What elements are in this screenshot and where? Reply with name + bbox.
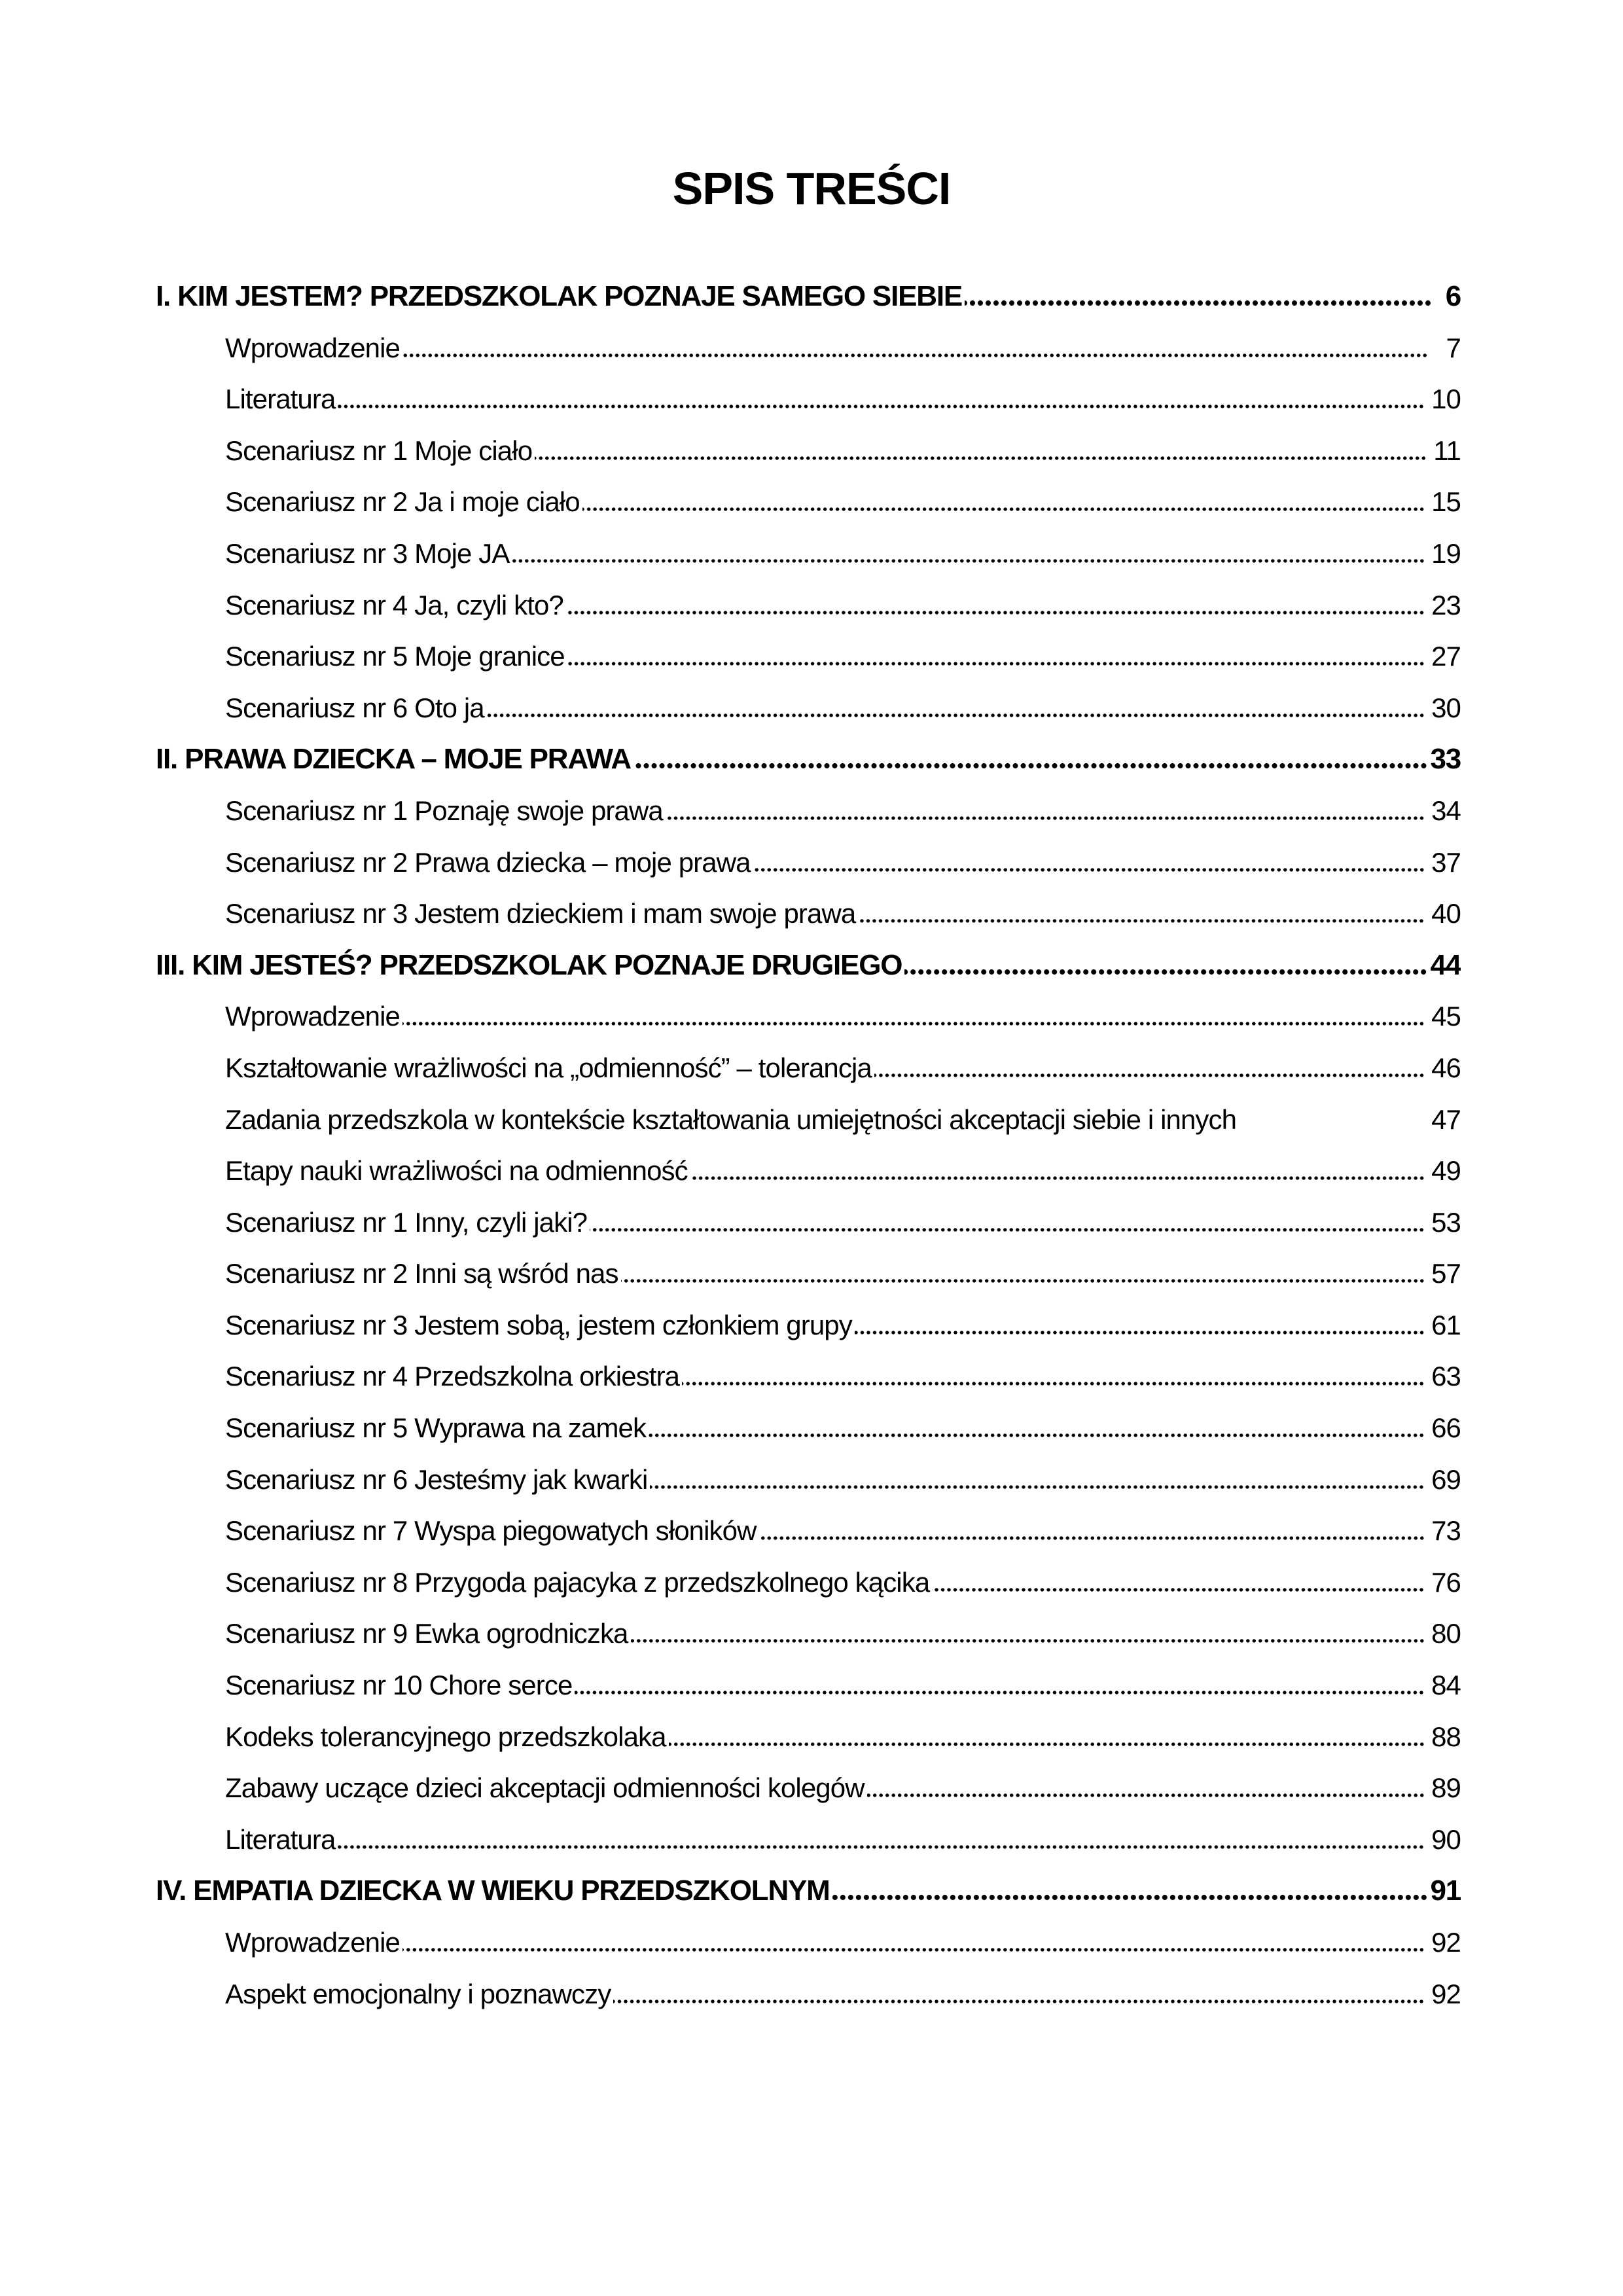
toc-entry-title: Scenariusz nr 9 Ewka ogrodniczka [225,1618,628,1649]
toc-page-number: 33 [1430,743,1461,776]
dot-leader [575,1688,1425,1695]
toc-section-heading[interactable] [156,734,1461,785]
toc-entry-title: Scenariusz nr 7 Wyspa piegowatych słoników [225,1515,757,1547]
toc-entry-title: Scenariusz nr 1 Poznaję swoje prawa [225,795,663,826]
dot-leader [535,454,1427,460]
toc-entry-title: Literatura [225,384,336,415]
dot-leader [402,1945,1425,1952]
toc-page-number: 40 [1431,898,1461,929]
dot-leader [649,1431,1425,1437]
toc-page-number: 80 [1431,1618,1461,1649]
toc-page-number: 46 [1431,1052,1461,1083]
toc-page-number: 19 [1431,537,1461,569]
toc-entry-title: Scenariusz nr 6 Oto ja [225,692,484,723]
toc-page-number: 73 [1431,1515,1461,1547]
toc-entry-title: Scenariusz nr 5 Wyprawa na zamek [225,1412,647,1444]
toc-entry[interactable] [156,991,1461,1043]
toc-entry[interactable] [156,1557,1461,1609]
toc-page-number: 61 [1431,1309,1461,1340]
toc-entry-title: Scenariusz nr 1 Moje ciało [225,435,533,466]
table-of-contents [156,271,1461,2020]
dot-leader [338,402,1425,408]
toc-section-title: IV. EMPATIA DZIECKA W WIEKU PRZEDSZKOLNYM [156,1874,830,1907]
toc-page-number: 11 [1433,435,1461,466]
toc-entry[interactable] [156,1969,1461,2020]
toc-page-number: 27 [1431,641,1461,672]
toc-entry-title: Scenariusz nr 4 Ja, czyli kto? [225,589,563,620]
toc-entry[interactable] [156,1197,1461,1249]
dot-leader [753,865,1425,872]
toc-page-number: 66 [1431,1412,1461,1444]
toc-entry-title: Wprowadzenie [225,1001,400,1032]
dot-leader [1239,1122,1425,1129]
dot-leader [904,968,1427,975]
toc-page-number: 92 [1431,1927,1461,1958]
toc-page-number: 23 [1431,589,1461,620]
dot-leader [582,505,1425,511]
dot-leader [512,556,1425,563]
toc-page-number: 69 [1431,1463,1461,1495]
toc-page-number: 49 [1431,1155,1461,1187]
toc-entry[interactable] [156,1248,1461,1300]
toc-page-number: 37 [1431,846,1461,878]
toc-entry[interactable] [156,631,1461,683]
toc-entry[interactable] [156,1608,1461,1660]
toc-page-number: 10 [1431,384,1461,415]
dot-leader [666,814,1425,820]
toc-page-number: 30 [1431,692,1461,723]
toc-entry-title: Wprowadzenie [225,332,400,363]
toc-entry[interactable] [156,1351,1461,1403]
dot-leader [590,1225,1425,1232]
toc-page-number: 53 [1431,1206,1461,1238]
toc-section-title: II. PRAWA DZIECKA – MOJE PRAWA [156,743,631,776]
dot-leader [682,1379,1425,1386]
toc-entry-title: Zadania przedszkola w kontekście kształtowania umiejętności akceptacji siebie i innych [225,1103,1237,1135]
toc-entry[interactable] [156,1300,1461,1352]
toc-page-number: 57 [1431,1258,1461,1289]
toc-entry-title: Scenariusz nr 10 Chore serce [225,1670,573,1701]
toc-entry[interactable] [156,1660,1461,1712]
toc-page-number: 91 [1430,1874,1461,1907]
toc-entry[interactable] [156,683,1461,734]
toc-page-number: 45 [1431,1001,1461,1032]
dot-leader [613,1997,1425,2003]
toc-entry-title: Scenariusz nr 2 Ja i moje ciało [225,486,580,518]
dot-leader [932,1585,1425,1592]
dot-leader [855,1328,1425,1335]
toc-entry-title: Scenariusz nr 2 Inni są wśród nas [225,1258,618,1289]
toc-page-number: 76 [1431,1566,1461,1598]
toc-page-number: 88 [1431,1721,1461,1752]
toc-page-number: 90 [1431,1823,1461,1855]
dot-leader [832,1893,1428,1900]
toc-page-number: 84 [1431,1670,1461,1701]
toc-entry-title: Scenariusz nr 4 Przedszkolna orkiestra [225,1361,680,1392]
toc-entry-title: Wprowadzenie [225,1927,400,1958]
toc-entry-title: Scenariusz nr 5 Moje granice [225,641,565,672]
toc-section-heading[interactable] [156,271,1461,323]
dot-leader [631,1636,1425,1643]
toc-entry[interactable] [156,837,1461,889]
toc-entry-title: Scenariusz nr 3 Jestem dzieckiem i mam swoje prawa [225,898,856,929]
toc-section-title: III. KIM JESTEŚ? PRZEDSZKOLAK POZNAJE DRUGIEGO [156,948,902,981]
toc-entry-title: Scenariusz nr 2 Prawa dziecka – moje prawa [225,846,751,878]
toc-entry-title: Scenariusz nr 3 Jestem sobą, jestem członkiem grupy [225,1309,852,1340]
dot-leader [621,1276,1425,1283]
toc-entry-title: Scenariusz nr 8 Przygoda pajacyka z przedszkolnego kącika [225,1566,930,1598]
toc-entry[interactable] [156,1454,1461,1506]
toc-entry[interactable] [156,1145,1461,1197]
dot-leader [402,1019,1425,1026]
toc-entry[interactable] [156,785,1461,837]
dot-leader [965,299,1432,306]
dot-leader [487,711,1425,717]
toc-entry-title: Literatura [225,1823,336,1855]
toc-page-number: 47 [1431,1103,1461,1135]
toc-entry[interactable] [156,1505,1461,1557]
toc-entry-title: Etapy nauki wrażliwości na odmienność [225,1155,688,1187]
toc-page-number: 7 [1446,332,1461,363]
toc-entry[interactable] [156,888,1461,940]
toc-entry[interactable] [156,1917,1461,1969]
toc-entry[interactable] [156,528,1461,580]
dot-leader [874,1071,1425,1077]
dot-leader [633,762,1428,768]
dot-leader [338,1842,1425,1849]
toc-entry-title: Aspekt emocjonalny i poznawczy [225,1978,611,2009]
toc-entry[interactable] [156,323,1461,374]
toc-section-title: I. KIM JESTEM? PRZEDSZKOLAK POZNAJE SAMEGO SIEBIE [156,280,963,312]
toc-entry-title: Scenariusz nr 1 Inny, czyli jaki? [225,1206,588,1238]
toc-page-number: 15 [1431,486,1461,518]
dot-leader [690,1174,1425,1180]
toc-entry-title: Kodeks tolerancyjnego przedszkolaka [225,1721,666,1752]
toc-entry-title: Scenariusz nr 3 Moje JA [225,537,510,569]
toc-entry-title: Scenariusz nr 6 Jesteśmy jak kwarki [225,1463,648,1495]
toc-entry[interactable] [156,580,1461,632]
toc-entry[interactable] [156,1763,1461,1814]
toc-page-number: 89 [1431,1772,1461,1804]
dot-leader [567,659,1425,666]
toc-entry[interactable] [156,476,1461,528]
dot-leader [650,1482,1425,1489]
toc-page-number: 44 [1430,948,1461,981]
dot-leader [402,351,1428,357]
toc-page-number: 63 [1431,1361,1461,1392]
toc-page-number: 6 [1445,280,1461,312]
dot-leader [566,608,1425,615]
toc-entry[interactable] [156,1043,1461,1094]
toc-entry[interactable] [156,425,1461,477]
toc-entry-title: Kształtowanie wrażliwości na „odmienność” – tolerancja [225,1052,872,1083]
toc-entry[interactable] [156,1094,1461,1146]
dot-leader [867,1791,1425,1797]
dot-leader [759,1534,1425,1540]
dot-leader [669,1740,1425,1746]
toc-page-number: 92 [1431,1978,1461,2009]
dot-leader [858,916,1425,923]
toc-section-heading[interactable] [156,940,1461,992]
toc-entry[interactable] [156,1712,1461,1763]
toc-entry-title: Zabawy uczące dzieci akceptacji odmienności kolegów [225,1772,865,1804]
page-title: SPIS TREŚCI [672,162,951,214]
toc-section-heading[interactable] [156,1865,1461,1917]
toc-entry[interactable] [156,374,1461,425]
toc-page-number: 34 [1431,795,1461,826]
toc-entry[interactable] [156,1814,1461,1866]
toc-entry[interactable] [156,1403,1461,1454]
